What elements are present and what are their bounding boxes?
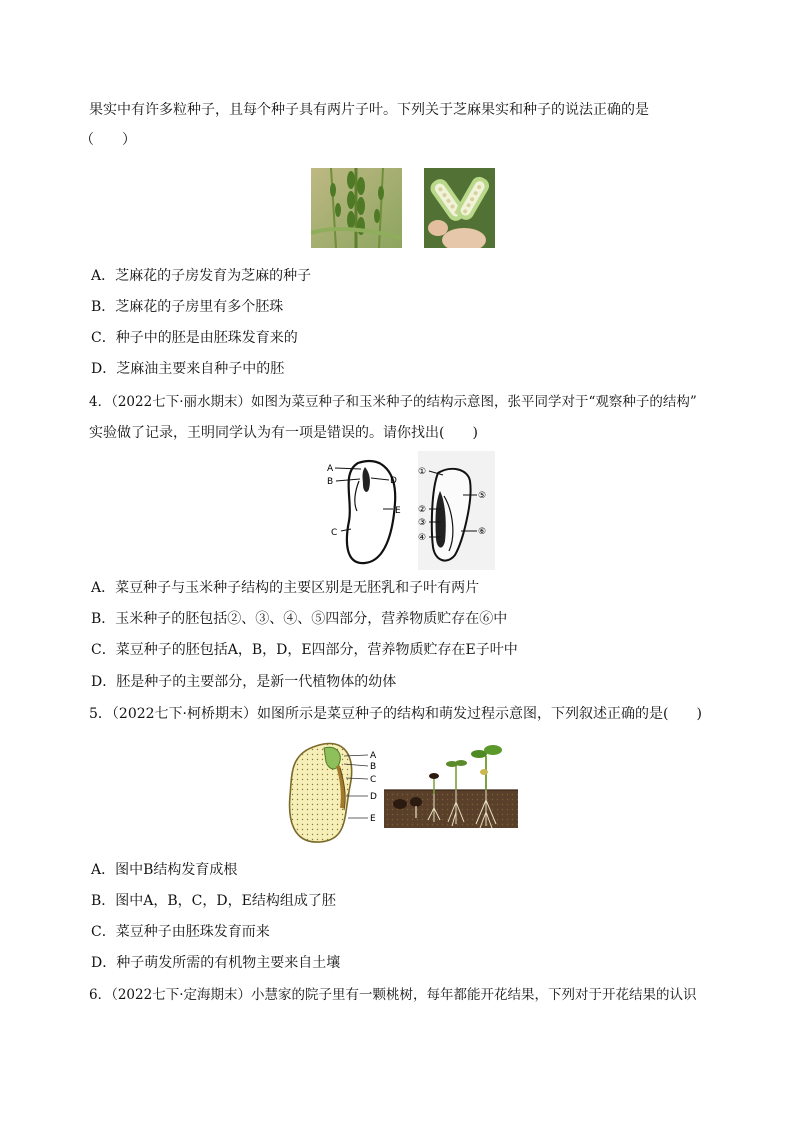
- q3-option-a: A．芝麻花的子房发育为芝麻的种子: [91, 268, 312, 284]
- q4-option-a: A．菜豆种子与玉米种子结构的主要区别是无胚乳和子叶有两片: [91, 580, 480, 596]
- q4-option-b: B．玉米种子的胚包括②、③、④、⑤四部分，营养物质贮存在⑥中: [91, 611, 508, 627]
- q4-stem-line2: 实验做了记录，王明同学认为有一项是错误的。请你找出( ): [89, 425, 478, 441]
- seed-label-d: D: [370, 792, 377, 802]
- bean-label-e: E: [395, 506, 401, 516]
- corn-label-1: ①: [418, 467, 427, 477]
- seed-label-a: A: [370, 751, 377, 761]
- q4-option-d: D．胚是种子的主要部分，是新一代植物体的幼体: [91, 674, 397, 690]
- q5-option-b: B．图中A，B，C，D，E结构组成了胚: [91, 893, 336, 909]
- bean-corn-seed-diagram: [323, 451, 495, 570]
- sesame-pod-photo: [424, 168, 495, 248]
- q3-option-d: D．芝麻油主要来自种子中的胚: [91, 361, 285, 377]
- seed-label-b: B: [370, 762, 377, 772]
- bean-label-d: D: [390, 476, 397, 486]
- q4-option-c: C．菜豆种子的胚包括A，B，D，E四部分，营养物质贮存在E子叶中: [91, 642, 518, 658]
- q4-stem-line1: 4．（2022七下·丽水期末）如图为菜豆种子和玉米种子的结构示意图，张平同学对于“观察种子的结构”: [89, 394, 697, 410]
- corn-label-4: ④: [418, 533, 427, 543]
- q3-stem-line1: 果实中有许多粒种子，且每个种子具有两片子叶。下列关于芝麻果实和种子的说法正确的是: [89, 102, 649, 118]
- bean-label-a: A: [327, 464, 334, 474]
- bean-label-b: B: [327, 477, 334, 487]
- q5-option-a: A．图中B结构发育成根: [91, 862, 238, 878]
- q5-option-c: C．菜豆种子由胚珠发育而来: [91, 924, 270, 940]
- corn-label-5: ⑤: [478, 491, 487, 501]
- corn-label-3: ③: [418, 518, 427, 528]
- q5-stem-line1: 5．（2022七下·柯桥期末）如图所示是菜豆种子的结构和萌发过程示意图，下列叙述正确的是( ): [89, 706, 702, 722]
- bean-label-c: C: [331, 528, 338, 538]
- q6-stem-line1: 6．（2022七下·定海期末）小慧家的院子里有一颗桃树，每年都能开花结果，下列对于开花结果的认识: [89, 987, 697, 1003]
- seed-label-c: C: [370, 775, 377, 785]
- q3-option-c: C．种子中的胚是由胚珠发育来的: [91, 330, 298, 346]
- sesame-plant-photo: [311, 168, 402, 248]
- q3-option-b: B．芝麻花的子房里有多个胚珠: [91, 299, 284, 315]
- q3-stem-line2: （ ）: [80, 132, 136, 148]
- q5-option-d: D．种子萌发所需的有机物主要来自土壤: [91, 955, 341, 971]
- corn-label-6: ⑥: [478, 527, 487, 537]
- seed-label-e: E: [370, 814, 376, 824]
- bean-seed-germination-diagram: [286, 738, 518, 846]
- corn-label-2: ②: [418, 505, 427, 515]
